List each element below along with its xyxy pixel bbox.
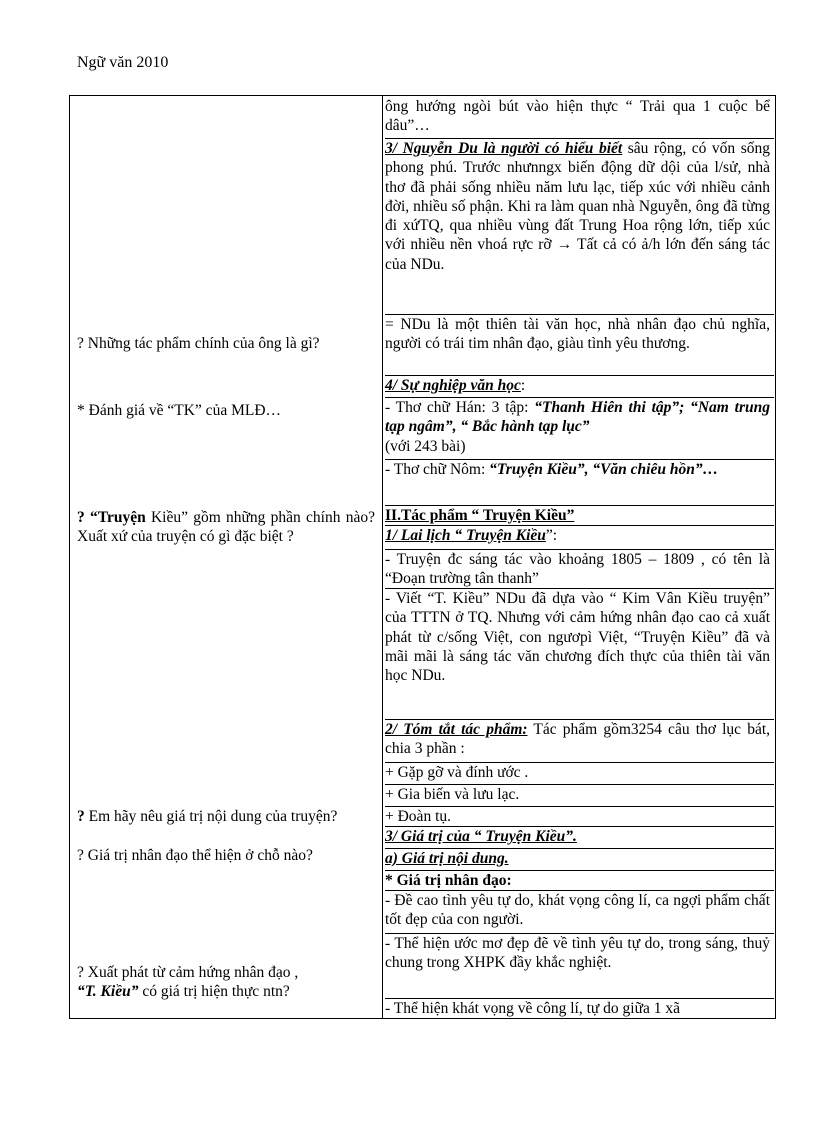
row-rule [385, 138, 774, 139]
han-poetry-works: “Thanh Hiên thi tập”; “Nam trung tạp ngâm”, “ Bắc hành tạp lục” [385, 399, 770, 436]
row-rule [385, 459, 774, 460]
question-content-bold: ? [77, 808, 85, 825]
row-rule [385, 870, 774, 871]
row-rule [385, 826, 774, 827]
section-values-heading: 3/ Giá trị của “ Truyện Kiều”. [385, 828, 577, 845]
list-item-part-2: + Gia biến và lưu lạc. [385, 786, 520, 803]
question-parts-bold: ? “Truyện [77, 509, 146, 526]
text-life-experience: ông hướng ngòi bút vào hiện thực “ Trải qua 1 cuộc bể dâu”… [385, 98, 770, 135]
row-rule [385, 998, 774, 999]
row-rule [385, 549, 774, 550]
list-item-part-1: + Gặp gỡ và đính ước . [385, 764, 529, 781]
row-rule [385, 397, 774, 398]
section-work-heading: II.Tác phẩm “ Truyện Kiều” [385, 507, 575, 524]
question-evaluation: * Đánh giá về “TK” của MLĐ… [77, 402, 282, 419]
row-rule [385, 848, 774, 849]
section-humanity-heading: * Giá trị nhân đạo: [385, 872, 512, 889]
question-realism [77, 963, 375, 1002]
list-item-part-3: + Đoàn tụ. [385, 808, 451, 825]
row-rule [385, 933, 774, 934]
question-parts [77, 508, 375, 547]
question-realism-bold: “T. Kiều” [77, 983, 139, 1001]
section-content-value-heading: a) Giá trị nội dung. [385, 850, 509, 867]
text-nom-poetry: - Thơ chữ Nôm: “Truyện Kiều”, “Văn chiêu hồn”… [385, 461, 719, 478]
row-rule [385, 314, 774, 315]
row-rule [385, 806, 774, 807]
section-knowledge-text: sâu rộng, có vốn sống phong phú. Trước nhưnngx biến động dữ dội của l/sử, nhà thơ đã phải sống nhiều năm lưu lạc, tiếp xúc với nhiều cảnh đời, nhiều số phận. Khi ra làm quan nhà Nguyễn, ông đã từng đi xứTQ, qua nhiều vùng đất Trung Hoa rộng lớn, tiếp xúc với nhiều nền vhoá rực rỡ → Tất cả có ả/h lớn đến sáng tác của NDu. [385, 140, 770, 273]
text-han-poetry: - Thơ chữ Hán: 3 tập: “Thanh Hiên thi tập”; “Nam trung tạp ngâm”, “ Bắc hành tạp lục” (với 243 bài) [385, 399, 770, 455]
section-knowledge-heading: 3/ Nguyễn Du là người có hiểu biết [385, 140, 623, 157]
row-rule [385, 890, 774, 891]
row-rule [385, 505, 774, 506]
section-origin-heading: 1/ Lai lịch “ Truyện Kiều”: [385, 527, 558, 544]
row-rule [385, 375, 774, 376]
text-humanity-justice: - Thể hiện khát vọng về công lí, tự do giữa 1 xã [385, 1000, 681, 1017]
question-realism-text: có giá trị hiện thực ntn? [138, 983, 290, 1001]
row-rule [385, 588, 774, 589]
section-summary-heading: 2/ Tóm tắt tác phẩm: [385, 721, 528, 738]
question-humanity: ? Giá trị nhân đạo thể hiện ở chỗ nào? [77, 847, 313, 864]
text-humanity-dream: - Thể hiện ước mơ đẹp đẽ về tình yêu tự do, trong sáng, thuỷ chung trong XHPK đầy khắc nghiệt. [385, 935, 770, 972]
section-summary [385, 720, 770, 759]
row-rule [385, 762, 774, 763]
text-origin-source: - Viết “T. Kiều” NDu đã dựa vào “ Kim Vân Kiều truyện” của TTTN ở TQ. Nhưng với cảm hứng nhân đạo cao cả xuất phát từ c/sống Việt, con ngươpì Việt, “Truyện Kiều” đã và mãi mãi là sáng tác văn chương đích thực của thiên tài văn học NDu. [385, 590, 770, 685]
lesson-table [69, 95, 776, 1019]
nom-poetry-works: “Truyện Kiều”, “Văn chiêu hồn”… [489, 461, 719, 478]
question-main-works: ? Những tác phẩm chính của ông là gì? [77, 335, 320, 352]
section-career-heading: 4/ Sự nghiệp văn học: [385, 377, 526, 394]
text-origin-date: - Truyện đc sáng tác vào khoảng 1805 – 1809 , có tên là “Đoạn trường tân thanh” [385, 551, 770, 588]
question-realism-line1: ? Xuất phát từ cảm hứng nhân đạo , [77, 964, 299, 981]
section-summary-text: Tác phẩm gồm3254 câu thơ lục bát, chia 3 phần : [385, 721, 771, 758]
han-poetry-count: (với 243 bài) [385, 437, 466, 455]
row-rule [385, 525, 774, 526]
question-parts-text: Kiều” gồm những phần chính nào? Xuất xứ của truyện có gì đặc biệt ? [77, 509, 375, 546]
text-humanity-love: - Đề cao tình yêu tự do, khát vọng công lí, ca ngợi phẩm chất tốt đẹp của con người. [385, 892, 770, 929]
question-content-text: Em hãy nêu giá trị nội dung của truyện? [84, 808, 338, 825]
row-rule [385, 719, 774, 720]
column-divider [382, 96, 383, 1018]
section-knowledge [385, 139, 770, 274]
text-conclusion: = NDu là một thiên tài văn học, nhà nhân đạo chủ nghĩa, người có trái tim nhân đạo, giàu tình yêu thương. [385, 316, 770, 353]
question-content-value [77, 807, 375, 826]
row-rule [385, 784, 774, 785]
page-header: Ngữ văn 2010 [77, 54, 169, 71]
